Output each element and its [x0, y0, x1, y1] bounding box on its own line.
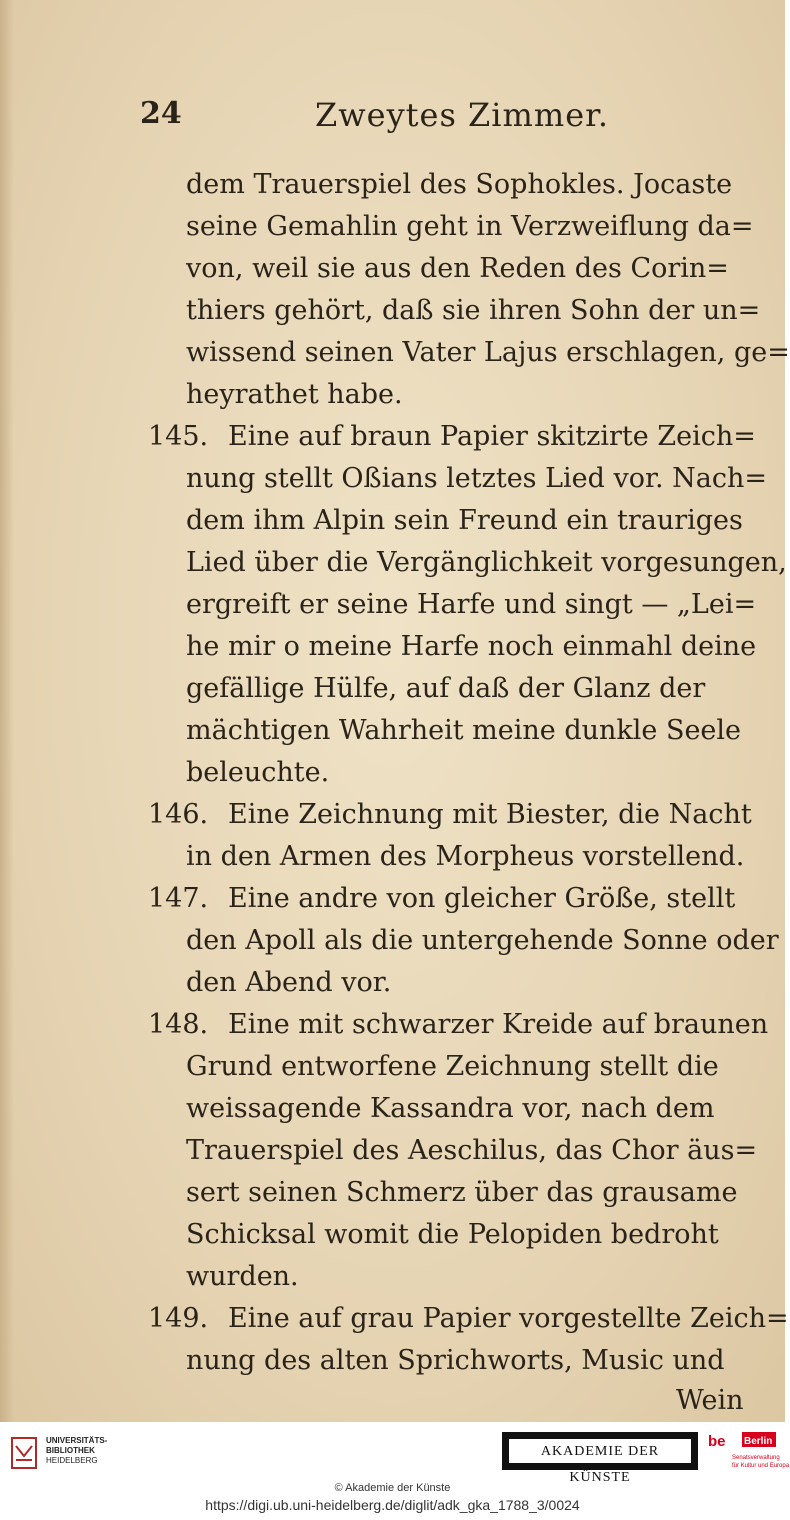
entry-line: beleuchte. — [186, 757, 330, 788]
entry-line: ergreift er seine Harfe und singt — „Lei= — [186, 589, 757, 620]
entry-line: nung des alten Sprichworts, Music und — [186, 1345, 725, 1376]
entry-line: sert seinen Schmerz über das grausame — [186, 1177, 738, 1208]
copyright-notice: © Akademie der Künste — [334, 1482, 451, 1494]
berlin-subtitle: für Kultur und Europa — [732, 1463, 790, 1469]
body-line: seine Gemahlin geht in Verzweiflung da= — [186, 211, 754, 242]
entry-number: 146. — [148, 799, 209, 830]
catchword: Wein — [676, 1385, 744, 1416]
body-line: heyrathet habe. — [186, 379, 403, 410]
library-line: HEIDELBERG — [46, 1456, 98, 1465]
entry-number: 149. — [148, 1303, 209, 1334]
entry-line: Lied über die Vergänglichkeit vorgesungen, — [186, 547, 787, 578]
entry-line: wurden. — [186, 1261, 299, 1292]
berlin-be-text: be — [708, 1433, 726, 1450]
akademie-der-kuenste-logo[interactable] — [502, 1432, 698, 1485]
entry-line: Schicksal womit die Pelopiden bedroht — [186, 1219, 719, 1250]
entry-line: Trauerspiel des Aeschilus, das Chor äus= — [186, 1135, 758, 1166]
entry-number: 148. — [148, 1009, 209, 1040]
library-line: UNIVERSITÄTS- — [46, 1436, 108, 1445]
university-library-logo-icon[interactable] — [10, 1432, 38, 1472]
entry-number: 147. — [148, 883, 209, 914]
entry-line: gefällige Hülfe, auf daß der Glanz der — [186, 673, 706, 704]
entry-line: nung stellt Oßians letztes Lied vor. Nach= — [186, 463, 767, 494]
university-library-name[interactable] — [46, 1436, 107, 1466]
entry-line: den Apoll als die untergehende Sonne oder — [186, 925, 779, 956]
page-number: 24 — [140, 96, 182, 131]
entry-line: Eine auf grau Papier vorgestellte Zeich= — [228, 1303, 789, 1334]
entry-line: Eine auf braun Papier skitzirte Zeich= — [228, 421, 756, 452]
entry-line: he mir o meine Harfe noch einmahl deine — [186, 631, 757, 662]
entry-line: Grund entworfene Zeichnung stellt die — [186, 1051, 719, 1082]
library-line: BIBLIOTHEK — [46, 1446, 95, 1455]
entry-line: Eine Zeichnung mit Biester, die Nacht — [228, 799, 752, 830]
entry-line: weissagende Kassandra vor, nach dem — [186, 1093, 715, 1124]
berlin-word: Berlin — [744, 1436, 773, 1447]
body-line: wissend seinen Vater Lajus erschlagen, ge= — [186, 337, 790, 368]
body-line: von, weil sie aus den Reden des Corin= — [186, 253, 729, 284]
entry-line: den Abend vor. — [186, 967, 392, 998]
entry-line: in den Armen des Morpheus vorstellend. — [186, 841, 745, 872]
body-line: dem Trauerspiel des Sophokles. Jocaste — [186, 169, 733, 200]
entry-line: dem ihm Alpin sein Freund ein trauriges — [186, 505, 743, 536]
entry-line: mächtigen Wahrheit meine dunkle Seele — [186, 715, 742, 746]
running-head: Zweytes Zimmer. — [315, 96, 610, 134]
page-url[interactable]: https://digi.ub.uni-heidelberg.de/diglit/adk_gka_1788_3/0024 — [205, 1497, 580, 1513]
body-line: thiers gehört, daß sie ihren Sohn der un= — [186, 295, 761, 326]
berlin-senate-logo-icon[interactable] — [708, 1430, 790, 1474]
page-gutter-shadow — [0, 0, 14, 1422]
entry-line: Eine mit schwarzer Kreide auf braunen — [228, 1009, 769, 1040]
entry-number: 145. — [148, 421, 209, 452]
akademie-label: AKADEMIE DER KÜNSTE — [508, 1438, 692, 1464]
berlin-subtitle: Senatsverwaltung — [732, 1455, 780, 1461]
entry-line: Eine andre von gleicher Größe, stellt — [228, 883, 736, 914]
